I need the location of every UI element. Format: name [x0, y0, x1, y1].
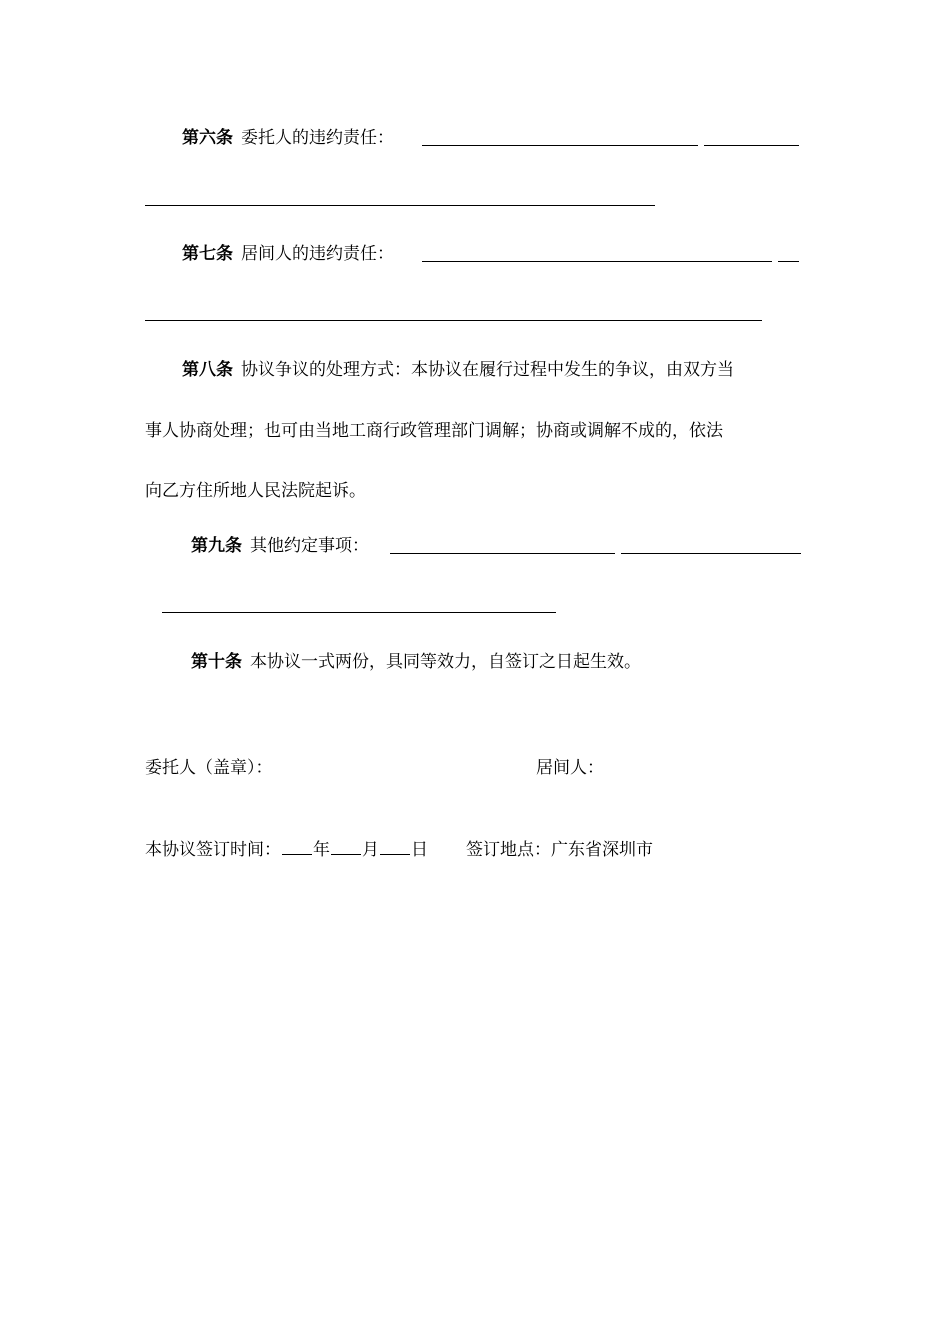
principal-seal-label: 委托人（盖章）：	[145, 758, 273, 778]
article-7-text: 居间人的违约责任：	[241, 244, 394, 264]
article-7-blank-1[interactable]	[422, 261, 772, 262]
article-9-blank-1[interactable]	[390, 553, 615, 554]
intermediary-label: 居间人：	[536, 758, 604, 778]
article-8-line-1	[182, 359, 734, 381]
signing-line	[145, 836, 653, 861]
month-label: 月	[362, 840, 379, 860]
article-6-blank-3[interactable]	[145, 205, 655, 206]
article-6	[182, 127, 394, 149]
article-6-text: 委托人的违约责任：	[241, 128, 394, 148]
article-9-blank-3[interactable]	[162, 612, 556, 613]
article-9-heading: 第九条	[191, 536, 242, 556]
article-7-blank-2[interactable]	[778, 261, 799, 262]
year-blank[interactable]	[282, 836, 312, 855]
article-8-line-3: 向乙方住所地人民法院起诉。	[145, 481, 366, 501]
article-7-heading: 第七条	[182, 244, 233, 264]
day-blank[interactable]	[380, 836, 410, 855]
article-6-heading: 第六条	[182, 128, 233, 148]
article-8-text-1: 协议争议的处理方式：本协议在履行过程中发生的争议，由双方当	[241, 360, 734, 380]
article-7-blank-3[interactable]	[145, 320, 762, 321]
article-8-line-2: 事人协商处理；也可由当地工商行政管理部门调解；协商或调解不成的，依法	[145, 421, 723, 441]
article-7	[182, 243, 394, 265]
article-9-text: 其他约定事项：	[250, 536, 369, 556]
year-label: 年	[313, 840, 330, 860]
article-9-blank-2[interactable]	[621, 553, 801, 554]
signing-time-label: 本协议签订时间：	[145, 840, 281, 860]
article-10-text: 本协议一式两份，具同等效力，自签订之日起生效。	[250, 652, 641, 672]
article-6-blank-2[interactable]	[704, 145, 799, 146]
article-8-heading: 第八条	[182, 360, 233, 380]
article-9	[191, 535, 369, 557]
article-6-blank-1[interactable]	[422, 145, 698, 146]
signing-place: 签订地点：广东省深圳市	[466, 840, 653, 860]
article-10	[191, 651, 641, 673]
month-blank[interactable]	[331, 836, 361, 855]
article-10-heading: 第十条	[191, 652, 242, 672]
day-label: 日	[411, 840, 428, 860]
